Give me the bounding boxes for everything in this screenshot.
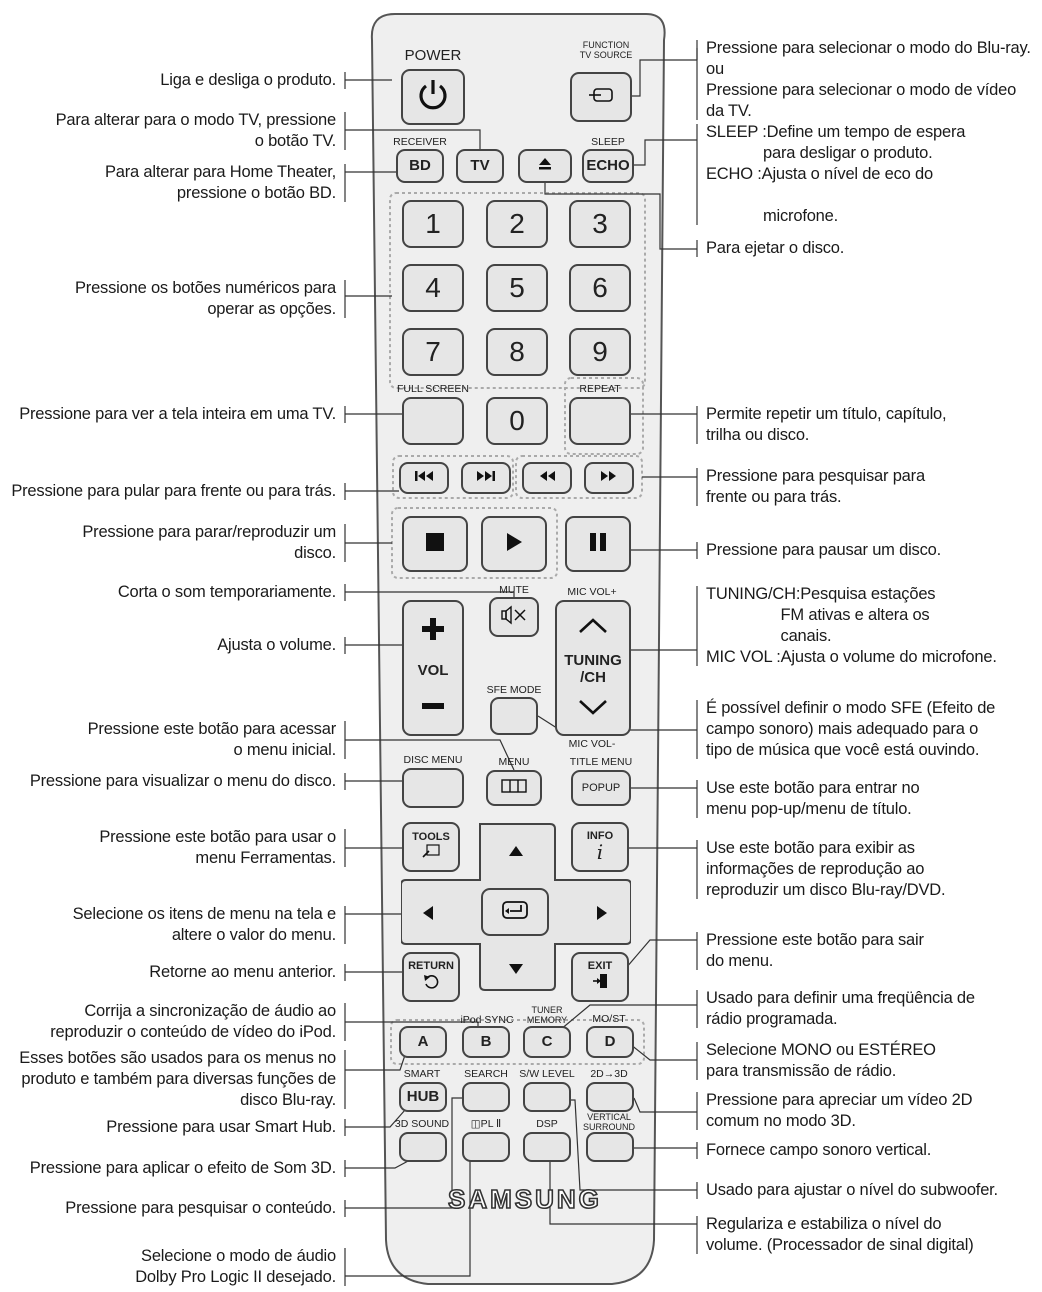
source-icon	[588, 87, 614, 108]
callout-left-5: Pressione para ver a tela inteira em uma TV.	[19, 405, 336, 423]
callout-right-5: Pressione para pesquisar para frente ou para trás.	[706, 467, 925, 506]
sfe-mode-button[interactable]	[490, 697, 538, 735]
search-button[interactable]	[462, 1082, 510, 1112]
return-icon	[423, 973, 439, 994]
disc-menu-label: DISC MENU	[403, 754, 463, 766]
callout-right-14: Pressione para apreciar um vídeo 2D comum no modo 3D.	[706, 1091, 973, 1130]
number-button-9-label: 9	[592, 335, 608, 367]
hub-button[interactable]	[399, 1082, 447, 1112]
mo-st-label: MO/ST	[592, 1013, 626, 1025]
callout-left-14: Retorne ao menu anterior.	[149, 963, 336, 981]
echo-button-label: ECHO	[586, 156, 630, 174]
number-button-4-label: 4	[425, 271, 441, 303]
callout-right-9: Use este botão para entrar no menu pop-up/menu de título.	[706, 779, 920, 818]
skip-back-icon	[413, 469, 435, 487]
return-button[interactable]	[402, 952, 460, 1002]
return-button-label: RETURN	[408, 960, 454, 973]
eject-icon	[538, 157, 552, 176]
home-menu-icon	[501, 779, 527, 798]
tools-button-label: TOOLS	[412, 831, 450, 844]
number-button-6[interactable]	[569, 264, 631, 312]
callout-right-8: É possível definir o modo SFE (Efeito de campo sonoro) mais adequado para o tipo de música que você está ouvindo.	[706, 699, 996, 759]
mic-vol-minus-label: MIC VOL-	[568, 738, 616, 750]
search-label: SEARCH	[464, 1068, 508, 1080]
callout-left-7: Pressione para parar/reproduzir um disco.	[82, 523, 336, 562]
b-button-label: B	[480, 1032, 492, 1050]
callout-right-7: TUNING/CH:Pesquisa estações FM ativas e altera os canais. MIC VOL :Ajusta o volume do microfone.	[706, 585, 997, 666]
fast-forward-icon	[598, 469, 620, 487]
callout-left-9: Ajusta o volume.	[217, 636, 336, 654]
number-button-7[interactable]	[402, 328, 464, 376]
power-button[interactable]	[401, 69, 465, 125]
repeat-label: REPEAT	[579, 383, 621, 395]
callout-left-11: Pressione para visualizar o menu do disco.	[29, 772, 336, 790]
a-button-label: A	[417, 1032, 429, 1050]
vertical-surround-button[interactable]	[586, 1132, 634, 1162]
callout-left-2: Para alterar para o modo TV, pressione o botão TV.	[55, 111, 336, 150]
nav-right-icon[interactable]	[597, 906, 611, 925]
callout-left-12: Pressione este botão para usar o menu Ferramentas.	[99, 828, 336, 867]
callout-right-12: Usado para definir uma freqüência de rádio programada.	[706, 989, 975, 1028]
callout-left-3: Para alterar para Home Theater, pressione o botão BD.	[104, 163, 336, 202]
d-button-label: D	[604, 1032, 616, 1050]
pause-button[interactable]	[565, 516, 631, 572]
bd-button-label: BD	[409, 156, 431, 174]
dsp-button[interactable]	[523, 1132, 571, 1162]
tv-button-label: TV	[470, 156, 490, 174]
menu-label: MENU	[498, 756, 530, 768]
vol-label: VOL	[417, 662, 449, 679]
disc-menu-button[interactable]	[402, 768, 464, 808]
mic-vol-plus-label: MIC VOL+	[567, 586, 617, 598]
number-button-9[interactable]	[569, 328, 631, 376]
callout-right-13: Selecione MONO ou ESTÉREO para transmissão de rádio.	[706, 1041, 936, 1080]
tuner-memory-label: TUNER MEMORY	[526, 1005, 568, 1025]
stop-button[interactable]	[402, 516, 468, 572]
mute-icon	[501, 605, 527, 630]
popup-button[interactable]	[571, 770, 631, 806]
power-label: POWER	[404, 47, 462, 64]
callout-left-19: Pressione para pesquisar o conteúdo.	[65, 1199, 336, 1217]
sfe-mode-label: SFE MODE	[486, 684, 542, 696]
number-button-8[interactable]	[486, 328, 548, 376]
callout-left-16: Esses botões são usados para os menus no produto e também para diversas funções de disco Blu-ray.	[19, 1049, 336, 1109]
callout-left-10: Pressione este botão para acessar o menu inicial.	[87, 720, 336, 759]
volume-down-icon	[422, 696, 444, 714]
vertical-surround-label: VERTICAL SURROUND	[582, 1112, 636, 1132]
chevron-up-icon	[578, 618, 608, 639]
skip-back-button[interactable]	[399, 462, 449, 494]
sw-level-button[interactable]	[523, 1082, 571, 1112]
tuning-rocker[interactable]	[555, 600, 631, 736]
callout-right-6: Pressione para pausar um disco.	[706, 541, 942, 559]
number-button-6-label: 6	[592, 271, 608, 303]
callout-left-17: Pressione para usar Smart Hub.	[106, 1118, 336, 1136]
callout-right-2: SLEEP :Define um tempo de espera para desligar o produto. ECHO :Ajusta o nível de eco do microfone.	[706, 123, 966, 225]
title-menu-label: TITLE MENU	[569, 756, 633, 768]
info-button-label: INFO	[586, 830, 614, 843]
callout-right-1: Pressione para selecionar o modo do Blu-ray. ou Pressione para selecionar o modo de vídeo da TV.	[706, 39, 1031, 120]
3d-sound-button[interactable]	[399, 1132, 447, 1162]
eject-button[interactable]	[518, 149, 572, 183]
callout-left-18: Pressione para aplicar o efeito de Som 3D.	[29, 1159, 336, 1177]
number-button-5-label: 5	[509, 271, 525, 303]
callout-left-4: Pressione os botões numéricos para operar as opções.	[74, 279, 336, 318]
info-icon: i	[596, 839, 604, 864]
callout-left-13: Selecione os itens de menu na tela e altere o valor do menu.	[72, 905, 336, 944]
function-label: FUNCTION TV SOURCE	[579, 40, 633, 60]
skip-forward-icon	[475, 469, 497, 487]
menu-button[interactable]	[486, 770, 542, 806]
number-button-1[interactable]	[402, 200, 464, 248]
tuning-label: TUNING /CH	[564, 651, 622, 686]
exit-icon	[592, 973, 608, 994]
dolby-pl2-button[interactable]	[462, 1132, 510, 1162]
2d-3d-button[interactable]	[586, 1082, 634, 1112]
callout-right-16: Usado para ajustar o nível do subwoofer.	[706, 1181, 998, 1199]
brand-logo: SAMSUNG	[448, 1184, 602, 1214]
full-screen-button[interactable]	[402, 397, 464, 445]
stop-icon	[426, 533, 444, 556]
pause-icon	[590, 533, 606, 556]
receiver-label: RECEIVER	[393, 136, 447, 148]
number-button-7-label: 7	[425, 335, 441, 367]
exit-button-label: EXIT	[587, 960, 613, 973]
volume-rocker[interactable]	[402, 600, 464, 736]
sw-level-label: S/W LEVEL	[519, 1068, 575, 1080]
callout-right-3: Para ejetar o disco.	[706, 239, 845, 257]
power-icon	[416, 78, 450, 117]
chevron-down-icon	[578, 699, 608, 720]
number-button-1-label: 1	[425, 207, 441, 239]
2d-3d-label: 2D→3D	[590, 1068, 628, 1080]
nav-up-icon[interactable]	[509, 846, 523, 865]
dolby-label: ◫PL Ⅱ	[470, 1118, 502, 1130]
b-button[interactable]	[462, 1026, 510, 1058]
callout-right-17: Regulariza e estabiliza o nível do volume. (Processador de sinal digital)	[706, 1215, 974, 1254]
enter-button[interactable]	[481, 888, 549, 936]
callout-right-15: Fornece campo sonoro vertical.	[706, 1141, 932, 1159]
callout-left-8: Corta o som temporariamente.	[117, 583, 336, 601]
ipod-sync-label: iPod SYNC	[460, 1014, 514, 1026]
play-button[interactable]	[481, 516, 547, 572]
number-button-3[interactable]	[569, 200, 631, 248]
number-button-8-label: 8	[509, 335, 525, 367]
number-button-0[interactable]	[486, 397, 548, 445]
volume-up-icon	[422, 618, 444, 645]
number-button-2-label: 2	[509, 207, 525, 239]
echo-button[interactable]	[582, 149, 634, 183]
c-button[interactable]	[523, 1026, 571, 1058]
number-button-0-label: 0	[509, 404, 525, 436]
callout-right-11: Pressione este botão para sair do menu.	[706, 931, 924, 970]
bd-button[interactable]	[396, 149, 444, 183]
exit-button[interactable]	[571, 952, 629, 1002]
callout-left-20: Selecione o modo de áudio Dolby Pro Logic II desejado.	[135, 1247, 336, 1286]
a-button[interactable]	[399, 1026, 447, 1058]
sleep-label: SLEEP	[591, 136, 625, 148]
mute-label: MUTE	[499, 584, 529, 596]
nav-down-icon[interactable]	[509, 964, 523, 983]
function-button[interactable]	[570, 72, 632, 122]
rewind-icon	[536, 469, 558, 487]
repeat-button[interactable]	[569, 397, 631, 445]
callout-left-6: Pressione para pular para frente ou para trás.	[11, 482, 336, 500]
callout-right-4: Permite repetir um título, capítulo, trilha ou disco.	[706, 405, 947, 444]
play-icon	[505, 532, 523, 557]
callout-left-1: Liga e desliga o produto.	[160, 71, 336, 89]
skip-forward-button[interactable]	[461, 462, 511, 494]
dsp-label: DSP	[536, 1118, 558, 1130]
tv-button[interactable]	[456, 149, 504, 183]
nav-left-icon[interactable]	[423, 906, 437, 925]
c-button-label: C	[541, 1032, 553, 1050]
d-button[interactable]	[586, 1026, 634, 1058]
full-screen-label: FULL SCREEN	[397, 383, 469, 395]
hub-button-label: HUB	[406, 1087, 440, 1105]
popup-button-label: POPUP	[581, 781, 621, 794]
enter-icon	[501, 900, 529, 925]
search-back-button[interactable]	[522, 462, 572, 494]
number-button-4[interactable]	[402, 264, 464, 312]
number-button-3-label: 3	[592, 207, 608, 239]
number-button-2[interactable]	[486, 200, 548, 248]
3d-sound-label: 3D SOUND	[394, 1118, 450, 1130]
smart-label: SMART	[403, 1068, 441, 1080]
search-forward-button[interactable]	[584, 462, 634, 494]
callout-right-10: Use este botão para exibir as informações de reprodução ao reproduzir um disco Blu-ray/DVD.	[706, 839, 946, 899]
mute-button[interactable]	[489, 597, 539, 637]
callout-left-15: Corrija a sincronização de áudio ao reproduzir o conteúdo de vídeo do iPod.	[50, 1002, 336, 1041]
number-button-5[interactable]	[486, 264, 548, 312]
